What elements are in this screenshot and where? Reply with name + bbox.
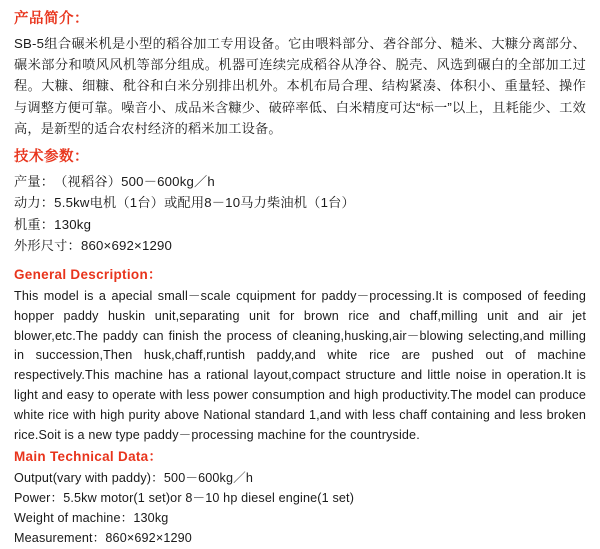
spec-value: （视稻谷）500－600kg／h <box>54 174 215 189</box>
list-item: Measurement：860×692×1290 <box>14 530 192 545</box>
spec-label: 外形尺寸： <box>14 238 81 254</box>
list-item: Power：5.5kw motor(1 set)or 8－10 hp diesel engine(1 set) <box>14 490 355 505</box>
list-item <box>14 235 586 256</box>
spec-label: 动力： <box>14 195 55 211</box>
spec-label: 机重： <box>14 216 55 232</box>
spacer <box>14 139 586 148</box>
spec-value: 130kg <box>54 216 92 232</box>
list-item: Weight of machine：130kg <box>14 510 169 525</box>
spec-value: 5.5kw电机（1台）或配用8－10马力柴油机（1台） <box>54 195 355 211</box>
spec-value: 860×692×1290 <box>80 238 173 254</box>
tech-params-title: 技术参数： <box>14 149 89 166</box>
list-item <box>14 214 586 235</box>
product-intro-body: SB-5组合碾米机是小型的稻谷加工专用设备。它由喂料部分、砻谷部分、糙米、大糠分离部分、碾米部分和喷风风机等部分组成。机器可连续完成稻谷从净谷、脱壳、风选到碾白的全部加工过程。大糠、细糠、秕谷和白米分别排出机外。本机布局合理、结构紧凑、体积小、重量轻、操作与调整方便可靠。噪音小、成品米含糠少、破碎率低、白米精度可达“标一”以上，且耗能少、工效高，是新型的适合农村经济的稻米加工设备。 <box>14 35 586 137</box>
main-technical-data-list <box>14 469 586 549</box>
product-intro-title: 产品简介： <box>14 11 89 27</box>
general-description-title: General Description： <box>14 266 162 282</box>
list-item <box>14 171 586 192</box>
general-description-body: This model is a apecial small－scale cquipment for paddy－processing.It is composed of feeding hopper paddy huskin unit,separating unit for brown rice and chaff,milling unit and air jet blower,etc.The paddy can finish the process of cleaning,husking,air－blowing selecting,and milling in succession,Then husk,chaff,runtish paddy,and white rice are pushed out of machine respectively.This machine has a rational layout,compact structure and little noise in operation.It is light and easy to operate with less power consumption and high productivity.The model can produce white rice with high purity above National standard 1,and with less chaff containing and less broken rice.Soit is a new type paddy－processing machine for the countryside. <box>14 288 586 442</box>
spec-label: 产量： <box>14 174 55 189</box>
main-technical-data-title: Main Technical Data： <box>14 448 163 464</box>
tech-params-list <box>14 171 586 257</box>
spacer <box>14 257 586 266</box>
list-item <box>14 192 586 213</box>
list-item: Output(vary with paddy)：500－600kg／h <box>14 471 254 486</box>
